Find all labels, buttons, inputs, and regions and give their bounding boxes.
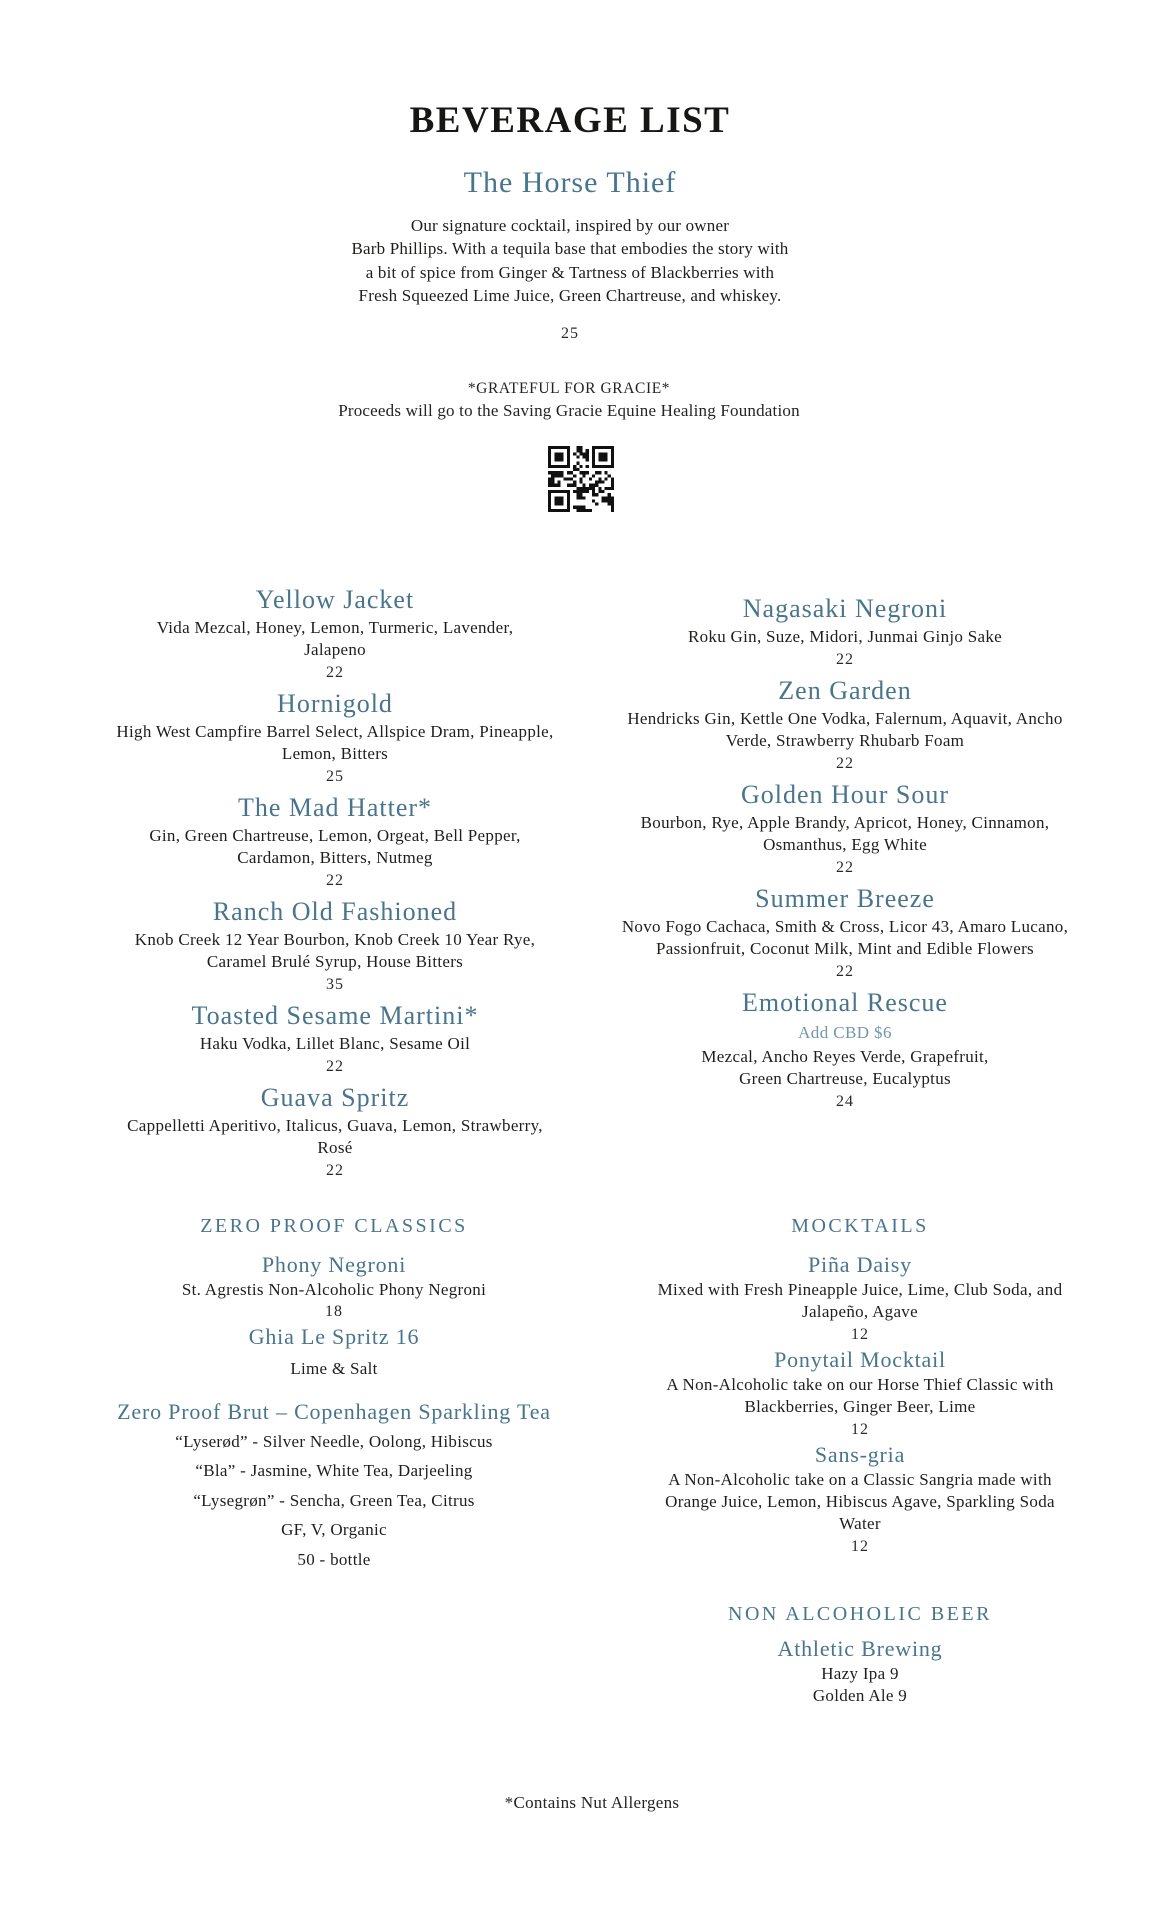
menu-item-ingredients: Mezcal, Ancho Reyes Verde, Grapefruit, xyxy=(701,1047,989,1066)
menu-item-ingredients: Cardamon, Bitters, Nutmeg xyxy=(237,848,433,867)
menu-item xyxy=(94,1251,574,1323)
menu-item-ingredients: Haku Vodka, Lillet Blanc, Sesame Oil xyxy=(199,1034,471,1053)
menu-item-price: 22 xyxy=(326,664,344,681)
menu-item-name: Ranch Old Fashioned xyxy=(212,897,458,926)
menu-item xyxy=(95,687,575,789)
menu-item-ingredients: High West Campfire Barrel Select, Allspice Dram, Pineapple, xyxy=(116,722,554,741)
menu-item-name: Zero Proof Brut – Copenhagen Sparkling Tea xyxy=(117,1398,551,1424)
beer-item: Hazy Ipa 9 xyxy=(821,1663,899,1683)
menu-item-name: Zen Garden xyxy=(778,676,912,705)
menu-item-name: The Mad Hatter* xyxy=(237,793,433,822)
menu-item-ingredients: A Non-Alcoholic take on a Classic Sangria made with xyxy=(668,1469,1052,1489)
mocktails-heading: MOCKTAILS xyxy=(791,1215,929,1237)
menu-item-price: 22 xyxy=(326,872,344,889)
menu-item-price: 22 xyxy=(326,1058,344,1075)
menu-item xyxy=(95,791,575,893)
mocktails-section xyxy=(620,1212,1100,1708)
menu-item xyxy=(94,1397,574,1575)
menu-item-ingredients: Jalapeno xyxy=(304,640,366,659)
menu-item-ingredients: “Lysegrøn” - Sencha, Green Tea, Citrus xyxy=(193,1490,475,1510)
menu-item-ingredients: Knob Creek 12 Year Bourbon, Knob Creek 10 Year Rye, xyxy=(134,930,536,949)
menu-item-ingredients: A Non-Alcoholic take on our Horse Thief Classic with xyxy=(666,1374,1054,1394)
description-line: Fresh Squeezed Lime Juice, Green Chartreuse, and whiskey. xyxy=(358,286,782,306)
menu-item-ingredients: Jalapeño, Agave xyxy=(802,1302,918,1322)
menu-item-name: Phony Negroni xyxy=(261,1252,407,1277)
menu-item-ingredients: Osmanthus, Egg White xyxy=(763,835,927,854)
na-beer-heading: NON ALCOHOLIC BEER xyxy=(728,1602,992,1625)
page-title: BEVERAGE LIST xyxy=(409,100,731,141)
menu-item xyxy=(620,1251,1100,1346)
menu-item xyxy=(620,1346,1100,1441)
menu-item-ingredients: Water xyxy=(839,1514,881,1534)
menu-item-price: 35 xyxy=(326,976,344,993)
menu-item-price: 25 xyxy=(326,768,344,785)
menu-item xyxy=(95,583,575,685)
menu-item-ingredients: Rosé xyxy=(317,1138,353,1157)
menu-item-ingredients: “Bla” - Jasmine, White Tea, Darjeeling xyxy=(195,1461,473,1481)
menu-item xyxy=(95,1081,575,1183)
menu-item-name: Ponytail Mocktail xyxy=(774,1346,946,1372)
menu-item-ingredients: Blackberries, Ginger Beer, Lime xyxy=(744,1397,976,1417)
menu-item-ingredients: Vida Mezcal, Honey, Lemon, Turmeric, Lavender, xyxy=(156,618,514,637)
signature-cocktail-name: The Horse Thief xyxy=(463,166,677,199)
menu-item-price: 22 xyxy=(326,1162,344,1179)
menu-item-name: Emotional Rescue xyxy=(742,988,948,1017)
menu-item-price: 22 xyxy=(836,859,854,876)
menu-item-ingredients: Caramel Brulé Syrup, House Bitters xyxy=(206,952,464,971)
beer-item: Golden Ale 9 xyxy=(812,1686,908,1706)
signature-cocktail-description xyxy=(183,214,957,308)
menu-item xyxy=(94,1323,574,1380)
menu-item-price: 18 xyxy=(325,1303,343,1321)
menu-item-name: Toasted Sesame Martini* xyxy=(191,1001,479,1030)
menu-item xyxy=(95,999,575,1079)
menu-item-ingredients: 50 - bottle xyxy=(297,1549,371,1569)
menu-item xyxy=(605,882,1085,984)
menu-item xyxy=(620,1441,1100,1558)
menu-item xyxy=(605,986,1085,1114)
gracie-title: *GRATEFUL FOR GRACIE* xyxy=(467,380,671,397)
gracie-subtitle: Proceeds will go to the Saving Gracie Equine Healing Foundation xyxy=(338,401,800,420)
menu-item-name: Ghia Le Spritz 16 xyxy=(248,1324,420,1350)
menu-item-ingredients: Orange Juice, Lemon, Hibiscus Agave, Sparkling Soda xyxy=(665,1492,1055,1512)
menu-item-name: Piña Daisy xyxy=(808,1252,912,1277)
menu-item xyxy=(95,895,575,997)
menu-item-ingredients: Hendricks Gin, Kettle One Vodka, Falernum, Aquavit, Ancho xyxy=(627,709,1063,728)
menu-item-price: 24 xyxy=(836,1093,854,1110)
menu-item-ingredients: St. Agrestis Non-Alcoholic Phony Negroni xyxy=(181,1280,487,1299)
cocktail-column-right xyxy=(605,592,1085,1116)
beer-brand-name: Athletic Brewing xyxy=(777,1635,943,1661)
menu-item-ingredients: Green Chartreuse, Eucalyptus xyxy=(739,1069,951,1088)
menu-item-ingredients: Verde, Strawberry Rhubarb Foam xyxy=(725,731,965,750)
qr-code-icon xyxy=(548,446,614,512)
cocktail-column-left xyxy=(95,583,575,1185)
menu-item-ingredients: Lemon, Bitters xyxy=(281,744,389,763)
menu-item-price: 22 xyxy=(836,651,854,668)
menu-item-name: Guava Spritz xyxy=(260,1083,410,1112)
menu-item-ingredients: Roku Gin, Suze, Midori, Junmai Ginjo Sake xyxy=(687,627,1003,646)
mocktail-items xyxy=(620,1251,1100,1558)
zero-proof-items xyxy=(94,1251,574,1574)
zero-proof-section xyxy=(94,1212,574,1574)
description-line: a bit of spice from Ginger & Tartness of Blackberries with xyxy=(365,262,775,282)
menu-item-price: 12 xyxy=(851,1420,869,1438)
menu-item xyxy=(605,674,1085,776)
menu-item-ingredients: Bourbon, Rye, Apple Brandy, Apricot, Honey, Cinnamon, xyxy=(640,813,1050,832)
menu-item-price: 22 xyxy=(836,755,854,772)
menu-item-name: Yellow Jacket xyxy=(255,585,415,614)
menu-item-ingredients: Novo Fogo Cachaca, Smith & Cross, Licor 43, Amaro Lucano, xyxy=(621,917,1069,936)
menu-item-name: Golden Hour Sour xyxy=(740,780,950,809)
menu-item-ingredients: Cappelletti Aperitivo, Italicus, Guava, Lemon, Strawberry, xyxy=(127,1116,543,1135)
menu-item xyxy=(605,778,1085,880)
menu-item-ingredients: Lime & Salt xyxy=(290,1359,378,1379)
menu-item-name: Hornigold xyxy=(277,689,393,718)
menu-item-price: 12 xyxy=(851,1537,869,1555)
signature-cocktail-price: 25 xyxy=(561,324,579,342)
menu-item-name: Sans-gria xyxy=(814,1441,906,1467)
description-line: Barb Phillips. With a tequila base that embodies the story with xyxy=(351,239,789,259)
zero-proof-heading: ZERO PROOF CLASSICS xyxy=(200,1215,468,1237)
menu-item-ingredients: Passionfruit, Coconut Milk, Mint and Edible Flowers xyxy=(656,939,1034,958)
menu-item-name: Nagasaki Negroni xyxy=(742,594,948,623)
allergen-note: *Contains Nut Allergens xyxy=(504,1793,680,1812)
gracie-charity-block xyxy=(169,378,969,421)
description-line: Our signature cocktail, inspired by our owner xyxy=(410,216,730,235)
menu-item-ingredients: GF, V, Organic xyxy=(281,1520,387,1540)
menu-item-price: 12 xyxy=(851,1325,869,1343)
menu-item-note: Add CBD $6 xyxy=(798,1023,892,1042)
menu-item-ingredients: “Lyserød” - Silver Needle, Oolong, Hibiscus xyxy=(175,1431,493,1451)
menu-item-price: 22 xyxy=(836,963,854,980)
menu-item xyxy=(605,592,1085,672)
non-alcoholic-beer-section xyxy=(620,1600,1100,1708)
menu-header xyxy=(183,98,957,343)
menu-item-name: Summer Breeze xyxy=(755,884,935,913)
menu-item-ingredients: Mixed with Fresh Pineapple Juice, Lime, Club Soda, and xyxy=(657,1280,1063,1299)
menu-item-ingredients: Gin, Green Chartreuse, Lemon, Orgeat, Bell Pepper, xyxy=(149,826,521,845)
